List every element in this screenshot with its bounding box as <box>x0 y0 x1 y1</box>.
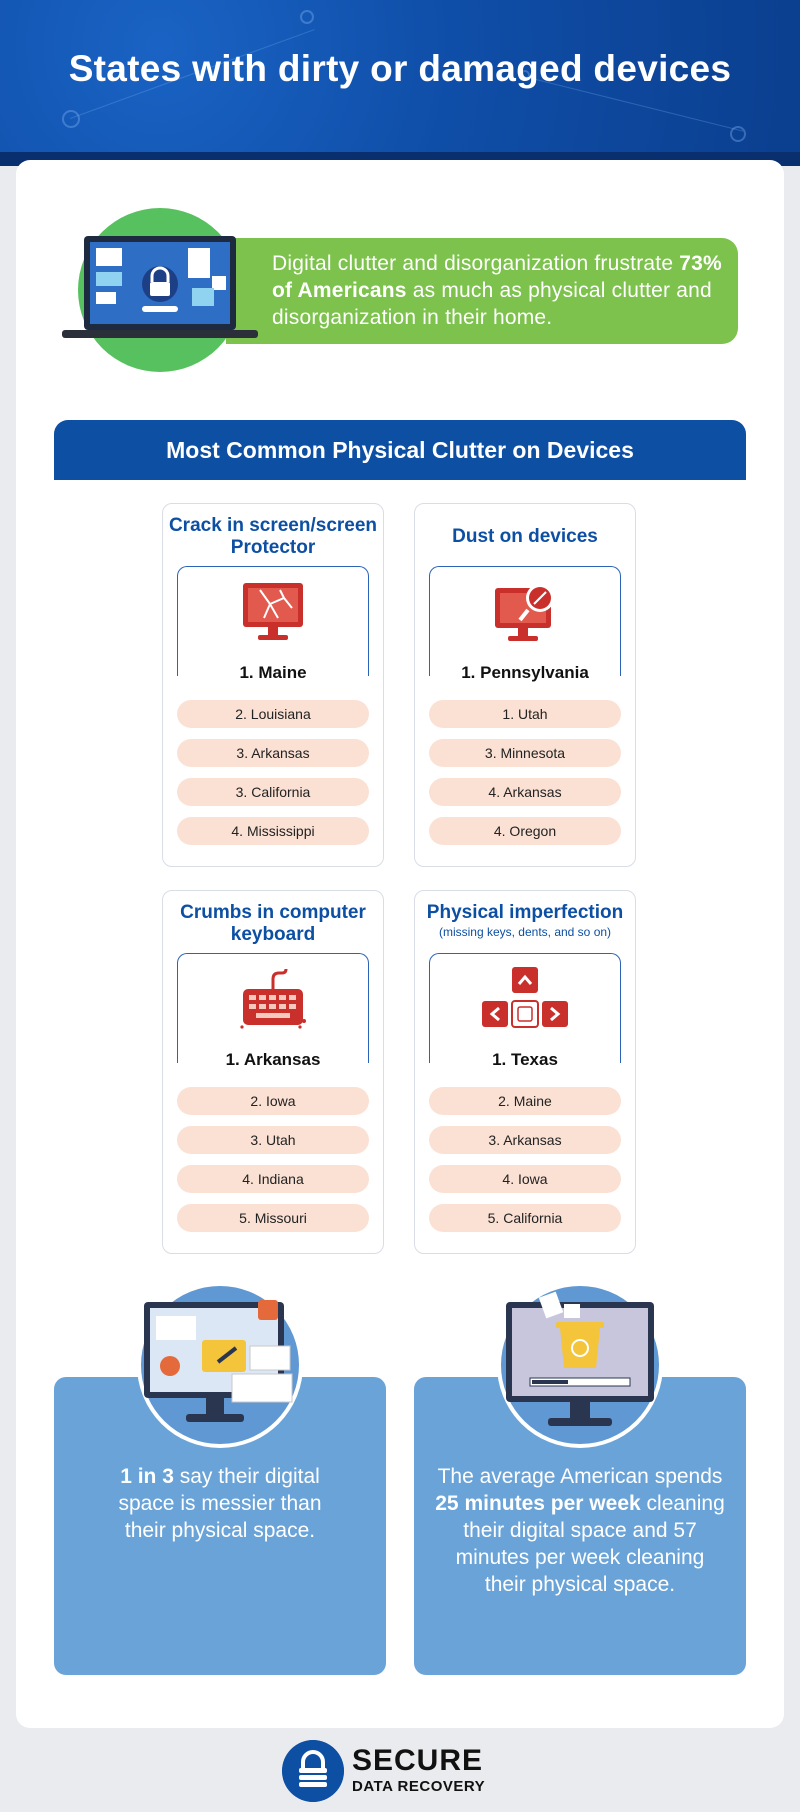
top-state: 1. Texas <box>492 1050 558 1069</box>
keyboard-icon <box>238 965 308 1033</box>
decor-dot <box>62 110 80 128</box>
stat-text-messier <box>100 1463 340 1544</box>
rank-pill: 3. Arkansas <box>429 1126 621 1154</box>
brand-tagline: DATA RECOVERY <box>352 1778 486 1795</box>
clutter-card-crack <box>162 503 384 867</box>
stat-bold: 25 minutes per week <box>435 1492 641 1515</box>
stat-bold: 1 in 3 <box>120 1465 174 1488</box>
card-title: Crack in screen/screen Protector <box>168 515 378 558</box>
stat-rest: cleaning their digital space and 57 minutes per week cleaning their physical space. <box>455 1492 725 1596</box>
clutter-card-dust <box>414 503 636 867</box>
rank-pill: 1. Utah <box>429 700 621 728</box>
rank-pill: 2. Maine <box>429 1087 621 1115</box>
brand-name: SECURE <box>352 1744 484 1777</box>
rank-pill: 3. California <box>177 778 369 806</box>
rank-pill: 5. Missouri <box>177 1204 369 1232</box>
decor-dot <box>300 10 314 24</box>
card-title: Crumbs in computer keyboard <box>180 902 366 945</box>
clutter-card-imperfection <box>414 890 636 1254</box>
brand-logo <box>282 1740 522 1804</box>
recycle-bin-monitor-icon <box>502 1288 658 1430</box>
section-title: Most Common Physical Clutter on Devices <box>54 420 746 480</box>
intro-banner <box>226 238 738 344</box>
intro-text-before: Digital clutter and disorganization frustrate <box>272 252 680 275</box>
dusty-monitor-icon <box>492 580 558 646</box>
rank-pill: 3. Utah <box>177 1126 369 1154</box>
intro-text-after: as much as physical clutter and disorganization in their home. <box>272 279 712 329</box>
top-state: 1. Maine <box>239 663 307 682</box>
rank-pill: 5. California <box>429 1204 621 1232</box>
card-title: Physical imperfection <box>426 902 624 923</box>
rank-pill: 3. Arkansas <box>177 739 369 767</box>
card-subtitle: (missing keys, dents, and so on) <box>438 925 612 939</box>
rank-pill: 4. Mississippi <box>177 817 369 845</box>
top-state: 1. Pennsylvania <box>461 663 589 682</box>
stat-rest: say their digital space is messier than their physical space. <box>118 1465 322 1542</box>
rank-pill: 3. Minnesota <box>429 739 621 767</box>
cracked-monitor-icon <box>240 580 306 646</box>
rank-pill: 4. Iowa <box>429 1165 621 1193</box>
intro-highlight: 73% of Americans <box>272 252 722 302</box>
rank-pill: 4. Indiana <box>177 1165 369 1193</box>
rank-pill: 4. Oregon <box>429 817 621 845</box>
rank-pill: 4. Arkansas <box>429 778 621 806</box>
rank-pill: 2. Louisiana <box>177 700 369 728</box>
cluttered-desktop-icon <box>140 1296 306 1432</box>
clutter-card-crumbs <box>162 890 384 1254</box>
stat-pre: The average American spends <box>437 1465 723 1488</box>
stat-text-cleaning <box>434 1463 726 1598</box>
header-banner <box>0 0 800 152</box>
page-title: States with dirty or damaged devices <box>68 48 732 89</box>
laptop-icon <box>62 232 258 342</box>
card-title: Dust on devices <box>452 526 598 547</box>
lock-icon <box>282 1740 344 1802</box>
rank-pill: 2. Iowa <box>177 1087 369 1115</box>
top-state: 1. Arkansas <box>225 1050 321 1069</box>
arrow-keys-icon <box>476 965 574 1031</box>
